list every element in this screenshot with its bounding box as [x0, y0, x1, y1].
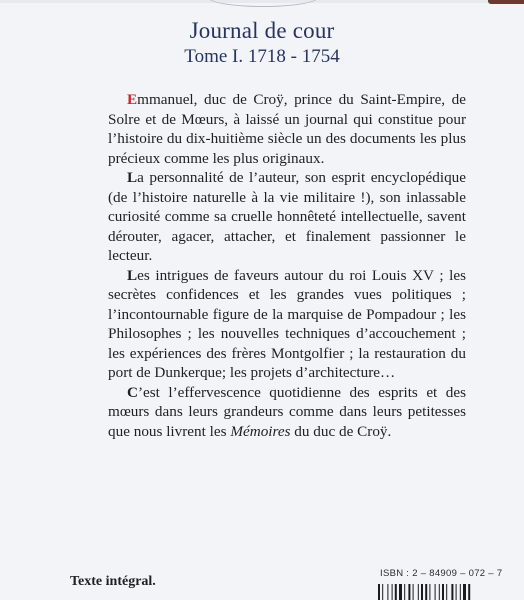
paragraph-text: mmanuel, duc de Croÿ, prince du Saint-Empire, de Solre et de Mœurs, à laissé un journal qui constitue pour l’histoire du dix-huitième siècle un des documents les plus précieux comme les plus originaux. [108, 91, 466, 167]
corner-mark [488, 0, 524, 4]
edition-note: Texte intégral. [70, 574, 156, 589]
paragraph-3 [108, 266, 466, 383]
book-title: Journal de cour [189, 18, 335, 43]
paragraph-1 [108, 90, 466, 168]
paragraph-4 [108, 383, 466, 442]
top-decoration [208, 0, 318, 7]
drop-initial: L [127, 169, 138, 186]
barcode-icon [378, 584, 518, 600]
blurb-text [108, 90, 466, 441]
book-volume: Tome I. 1718 - 1754 [184, 46, 340, 67]
paragraph-text: es intrigues de faveurs autour du roi Louis XV ; les secrètes confidences et les grandes vues politiques ; l’incontournable figure de la marquise de Pompadour ; les Philosophes ; les nouvelles techniques d’accouchement ; les expériences des frères Montgolfier ; la restauration du port de Dunkerque; les projets d’architecture… [108, 266, 466, 381]
paragraph-text: ’est l’effervescence quotidienne des esprits et des mœurs dans leurs grandeurs comme dans leurs petitesses que nous livrent les [108, 383, 466, 440]
drop-initial: E [127, 91, 138, 108]
memoires-title: Mémoires [230, 422, 291, 440]
paragraph-text: a personnalité de l’auteur, son esprit encyclopédique (de l’histoire naturelle à la vie militaire !), son inlassable curiosité comme sa cruelle honnêteté intellectuelle, savent dérouter, agacer, attacher, et finalement passionner le lecteur. [108, 169, 466, 264]
isbn-label: ISBN : 2 – 84909 – 072 – 7 [380, 568, 503, 579]
paragraph-tail: du duc de Croÿ. [290, 422, 392, 440]
drop-initial: C [127, 383, 138, 401]
paragraph-2 [108, 168, 466, 266]
drop-initial: L [127, 266, 138, 284]
